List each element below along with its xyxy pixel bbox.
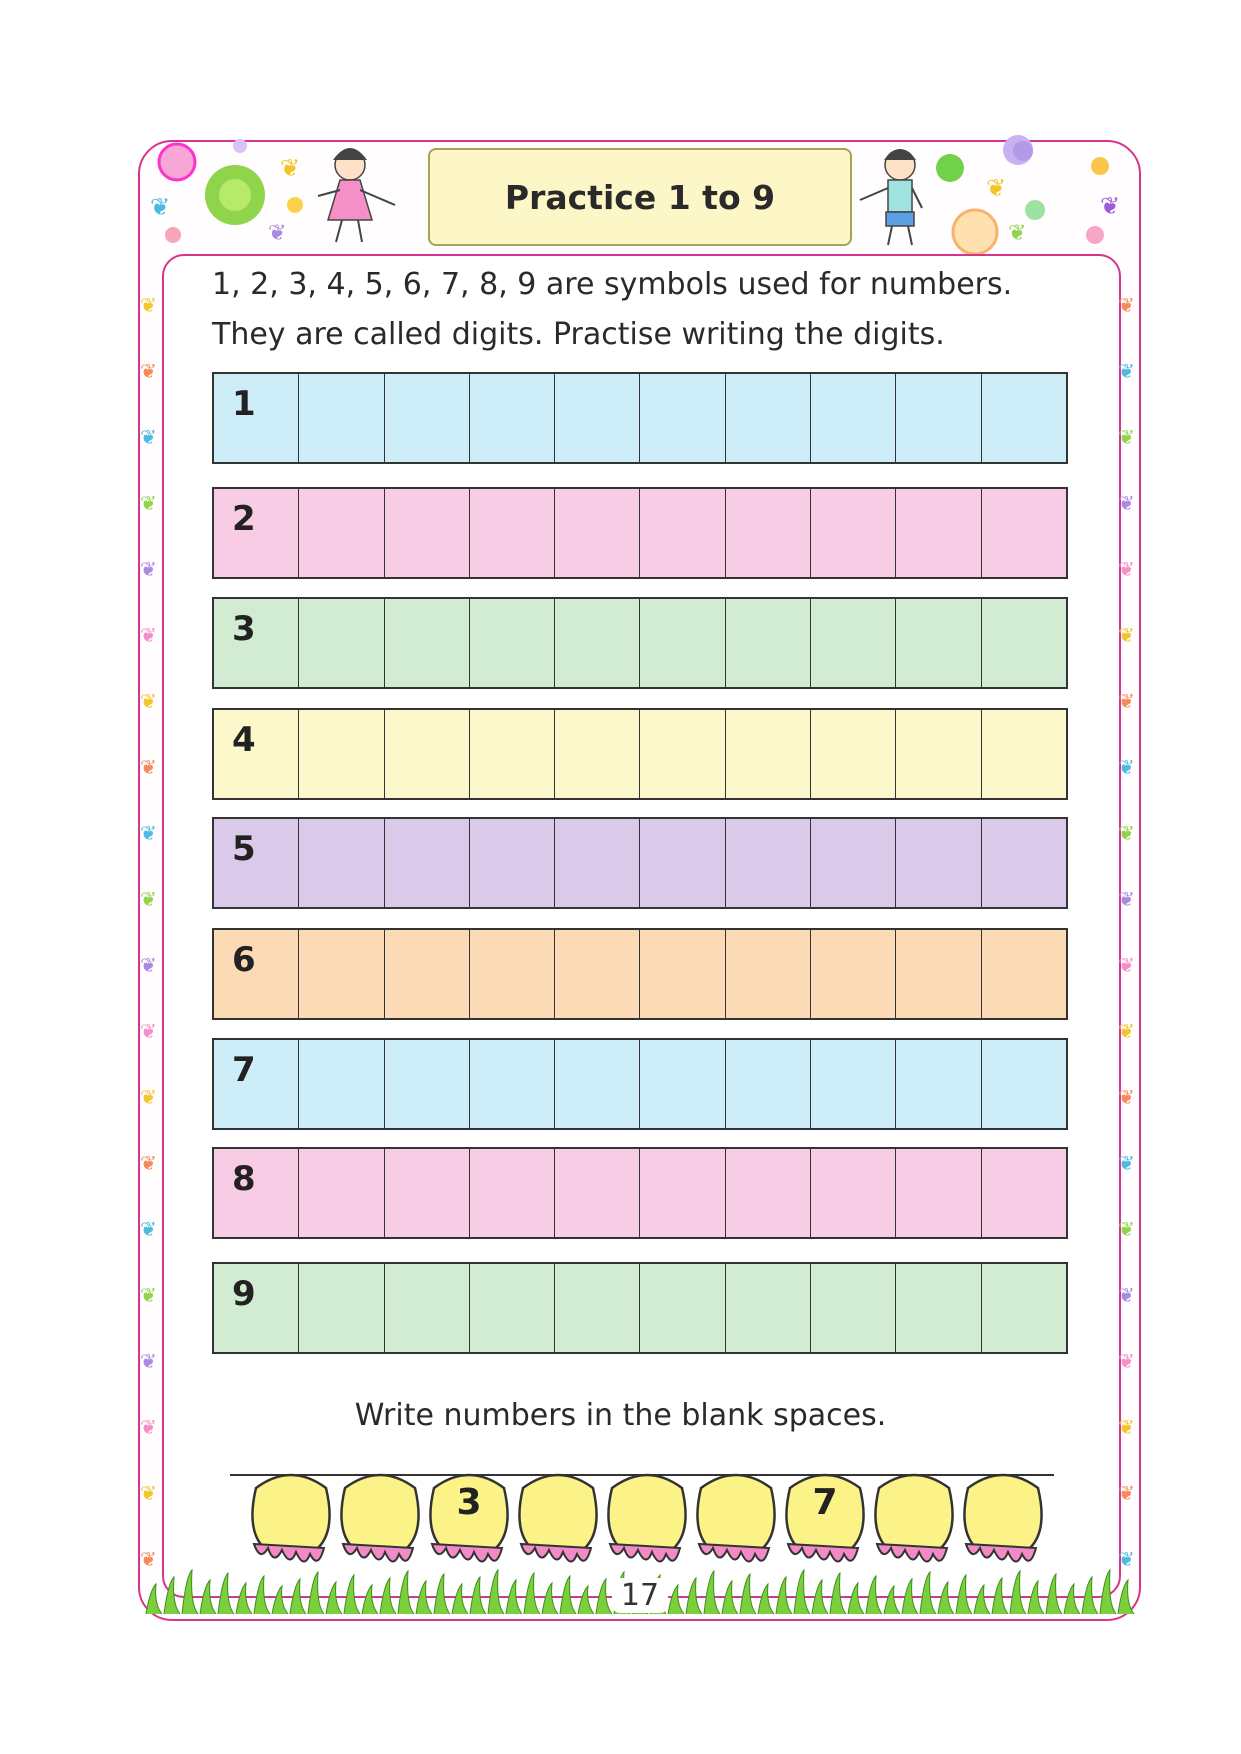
- digit-label: 4: [232, 720, 256, 760]
- butterfly-icon: ❦: [1118, 1349, 1135, 1373]
- instruction-text: Write numbers in the blank spaces.: [354, 1398, 887, 1433]
- butterfly-icon: ❦: [140, 1151, 157, 1175]
- butterfly-icon: ❦: [140, 1019, 157, 1043]
- butterfly-icon: ❦: [1118, 359, 1135, 383]
- butterfly-icon: ❦: [140, 1547, 157, 1571]
- page-title: Practice 1 to 9: [504, 177, 776, 217]
- butterfly-icon: ❦: [1118, 689, 1135, 713]
- digit-label: 7: [232, 1050, 256, 1090]
- butterfly-icon: ❦: [140, 821, 157, 845]
- butterfly-icon: ❦: [140, 1349, 157, 1373]
- butterfly-icon: ❦: [986, 174, 1007, 202]
- butterfly-icon: ❦: [1118, 1415, 1135, 1439]
- butterfly-icon: ❦: [1118, 293, 1135, 317]
- butterfly-icon: ❦: [140, 557, 157, 581]
- butterfly-icon: ❦: [140, 293, 157, 317]
- chick-number: 3: [456, 1482, 482, 1523]
- digit-label: 3: [232, 609, 256, 649]
- butterfly-icon: ❦: [140, 1217, 157, 1241]
- butterfly-icon: ❦: [140, 359, 157, 383]
- butterfly-icon: ❦: [140, 623, 157, 647]
- butterfly-icon: ❦: [140, 953, 157, 977]
- butterfly-icon: ❦: [140, 1283, 157, 1307]
- butterfly-icon: ❦: [1118, 1019, 1135, 1043]
- butterfly-icon: ❦: [1118, 425, 1135, 449]
- butterfly-icon: ❦: [1118, 953, 1135, 977]
- butterfly-icon: ❦: [268, 221, 287, 246]
- butterfly-icon: ❦: [140, 887, 157, 911]
- chick-number: 7: [812, 1482, 838, 1523]
- digit-label: 9: [232, 1274, 256, 1314]
- butterfly-icon: ❦: [1118, 1481, 1135, 1505]
- butterfly-icon: ❦: [1118, 491, 1135, 515]
- butterfly-icon: ❦: [1008, 221, 1027, 246]
- butterfly-icon: ❦: [140, 1085, 157, 1109]
- butterfly-icon: ❦: [1118, 557, 1135, 581]
- butterfly-icon: ❦: [1118, 1151, 1135, 1175]
- butterfly-icon: ❦: [1118, 1217, 1135, 1241]
- butterfly-icon: ❦: [280, 154, 301, 182]
- digit-label: 1: [232, 384, 256, 424]
- butterfly-icon: ❦: [140, 491, 157, 515]
- page-number: 17: [612, 1578, 668, 1613]
- butterfly-icon: ❦: [1118, 887, 1135, 911]
- digit-label: 8: [232, 1159, 256, 1199]
- butterfly-icon: ❦: [140, 689, 157, 713]
- butterfly-icon: ❦: [140, 1481, 157, 1505]
- butterfly-icon: ❦: [140, 425, 157, 449]
- butterfly-icon: ❦: [140, 1415, 157, 1439]
- digit-label: 6: [232, 940, 256, 980]
- butterfly-icon: ❦: [1118, 821, 1135, 845]
- digit-label: 2: [232, 499, 256, 539]
- butterfly-icon: ❦: [1118, 1547, 1135, 1571]
- digit-label: 5: [232, 829, 256, 869]
- intro-text: 1, 2, 3, 4, 5, 6, 7, 8, 9 are symbols used for numbers. They are called digits. Practise writing the digits.: [212, 267, 1013, 352]
- butterfly-icon: ❦: [1118, 1283, 1135, 1307]
- butterfly-icon: ❦: [140, 755, 157, 779]
- butterfly-icon: ❦: [1118, 623, 1135, 647]
- butterfly-icon: ❦: [1118, 755, 1135, 779]
- butterfly-icon: ❦: [1100, 192, 1121, 220]
- butterfly-icon: ❦: [150, 193, 171, 221]
- butterfly-icon: ❦: [1118, 1085, 1135, 1109]
